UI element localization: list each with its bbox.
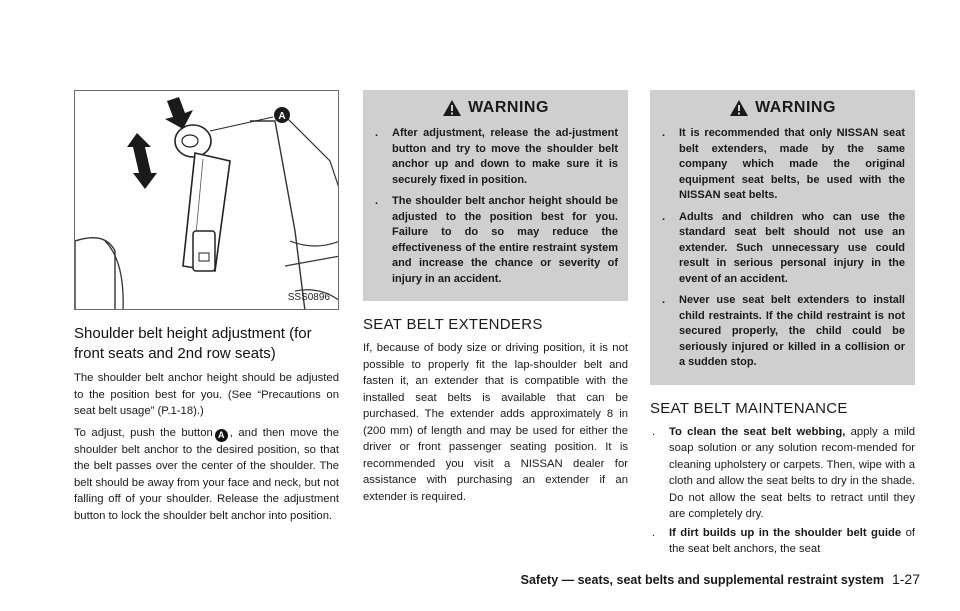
warning-item-text: The shoulder belt anchor height should be adjusted to the position best for you. Failure to do so may reduce the effectiveness of the entire restraint system and increase the chance or severity of injury in an accident. — [392, 195, 618, 285]
callout-a-label: A — [278, 111, 286, 122]
bullet: . — [662, 127, 666, 139]
warning-box-adjustment — [363, 90, 628, 301]
section-title-maintenance: SEAT BELT MAINTENANCE — [650, 399, 848, 417]
bullet: . — [652, 425, 656, 438]
warning-item-text: Adults and children who can use the standard seat belt should not use an extender. Such unnecessary use could result in serious personal injury in the event of an accident. — [679, 210, 905, 285]
warning-item — [660, 293, 905, 371]
warning-item — [660, 126, 905, 204]
column-left — [74, 90, 339, 529]
maintenance-item-text: of the seat belt anchors, the seat — [669, 526, 915, 555]
warning-item — [373, 126, 618, 188]
column-right — [650, 90, 915, 560]
warning-item — [373, 194, 618, 287]
maintenance-list — [650, 424, 915, 558]
warning-box-extenders — [650, 90, 915, 385]
warning-item-text: It is recommended that only NISSAN seat belt extenders, made by the same company which made the original equipment seat belts, be used with the NISSAN seat belts. — [679, 127, 905, 201]
figure-code: SSS0896 — [287, 292, 330, 303]
bullet: . — [375, 127, 379, 139]
bullet: . — [375, 195, 379, 207]
column-middle — [363, 90, 628, 510]
warning-header — [373, 90, 618, 126]
maintenance-item — [650, 424, 915, 523]
footer-section-title: Safety — seats, seat belts and supplemental restraint system — [520, 573, 884, 587]
adjust-text-before: To adjust, push the button — [74, 426, 213, 439]
maintenance-item-lead: If dirt builds up in the shoulder belt guide — [669, 526, 902, 539]
paragraph-extenders: If, because of body size or driving position, it is not possible to properly fit the lap-shoulder belt and fasten it, an extender that is compatible with the installed seat belts is available that can be purchased. The extender adds approximately 8 in (200 mm) of length and may be used for either the driver or front passenger seating position. It is recommended you visit a NISSAN dealer for assistance with purchasing an extender if an extender is required. — [363, 342, 628, 503]
section-heading-shoulder-belt: Shoulder belt height adjustment (for front seats and 2nd row seats) — [74, 325, 312, 362]
warning-list — [373, 126, 618, 287]
page-footer — [521, 571, 920, 587]
warning-item-text: After adjustment, release the ad-justment button and try to move the shoulder belt anchor up and down to make sure it is securely fixed in position. — [392, 127, 618, 186]
paragraph-anchor-height: The shoulder belt anchor height should be adjusted to the position best for you. (See “Precautions on seat belt usage” (P.1-18).) — [74, 372, 339, 417]
warning-triangle-icon — [442, 99, 462, 117]
seat-belt-drawing — [75, 91, 339, 310]
page-number: 1-27 — [891, 571, 920, 587]
warning-title: WARNING — [468, 99, 549, 116]
button-a-icon: A — [215, 429, 228, 442]
bullet: . — [652, 526, 656, 539]
warning-triangle-icon — [729, 99, 749, 117]
warning-title: WARNING — [755, 99, 836, 116]
section-title-extenders: SEAT BELT EXTENDERS — [363, 316, 543, 333]
seat-belt-illustration — [74, 90, 339, 310]
warning-header — [660, 90, 905, 126]
warning-list — [660, 126, 905, 371]
maintenance-item-text: apply a mild soap solution or any solution recom-mended for cleaning upholstery or carpets. Then, wipe with a cloth and allow the seat belts to dry in the shade. Do not allow the seat belts to retract until they are completely dry. — [669, 425, 915, 520]
paragraph-adjust-instructions — [74, 425, 339, 525]
maintenance-item — [650, 525, 915, 558]
adjust-text-after: , and then move the shoulder belt anchor to the desired position, so that the belt passes over the center of the shoulder. The belt should be away from your face and neck, but not falling off of your shoulder. Release the adjustment button to lock the shoulder belt anchor into position. — [74, 426, 340, 522]
warning-item-text: Never use seat belt extenders to install child restraints. If the child restraint is not secured properly, the child could be seriously injured or killed in a collision or a sudden stop. — [679, 294, 905, 368]
warning-item — [660, 210, 905, 288]
bullet: . — [662, 294, 666, 306]
maintenance-item-lead: To clean the seat belt webbing, — [669, 425, 846, 438]
bullet: . — [662, 210, 666, 223]
